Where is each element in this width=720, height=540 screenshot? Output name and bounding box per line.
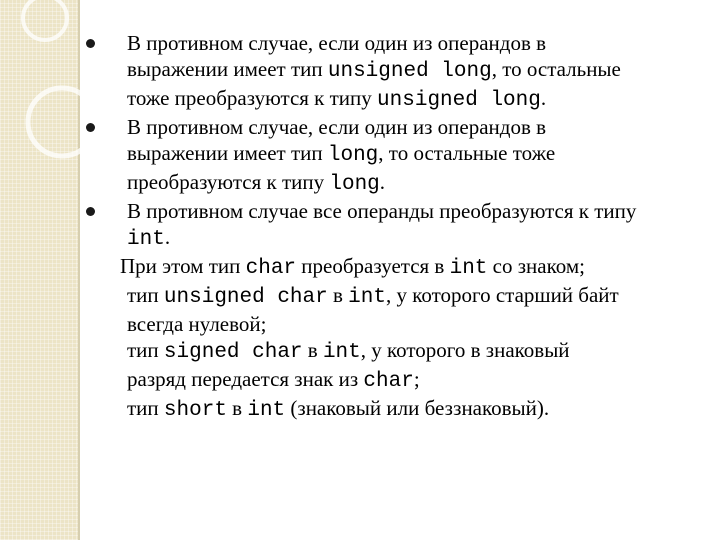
paragraph-line [86,366,716,395]
text-run: тип [127,283,164,307]
code-keyword: int [449,257,488,280]
text-run: в [226,396,248,420]
text-run: В противном случае, если один из операндов в [127,31,547,55]
text-run: всегда нулевой; [127,312,267,336]
text-run: . [540,86,547,110]
bullet-line [127,30,716,56]
slide-content [86,30,716,424]
code-keyword: unsigned long [377,89,541,112]
text-run: тоже преобразуются к типу [127,86,378,110]
bullet-line [127,114,716,140]
code-keyword: char [245,257,297,280]
code-keyword: long [329,173,380,196]
paragraph-line [86,395,716,424]
code-keyword: int [348,286,386,309]
text-run: При этом тип [120,254,246,278]
text-run: ; [413,367,420,391]
bullet-line [127,224,716,253]
paragraph-line [86,282,716,311]
bullet-line [127,169,716,198]
text-run: тип [127,396,164,420]
code-keyword: unsigned char [163,286,328,309]
text-run: преобразуются к типу [127,170,330,194]
code-keyword: long [327,144,379,167]
text-run: , то остальные тоже [378,141,556,165]
conversion-notes [86,253,716,424]
text-run: . [379,170,386,194]
text-run: в [327,283,349,307]
code-keyword: signed char [163,341,303,364]
bullet-item [86,30,716,114]
paragraph-line [86,311,716,337]
bullet-line [127,85,716,114]
text-run: выражении имеет тип [127,57,328,81]
code-keyword: int [322,341,361,364]
text-run: (знаковый или беззнаковый). [285,396,550,420]
bullet-line [127,198,716,224]
text-run: в [302,338,323,362]
text-run: В противном случае все операнды преобразуются к типу [127,199,637,223]
text-run: преобразуется в [296,254,450,278]
paragraph-line [86,337,716,366]
code-keyword: int [247,399,286,422]
text-run: , у которого старший байт [385,283,619,307]
paragraph-intro [86,253,716,282]
bullet-icon [86,39,95,48]
text-run: В противном случае, если один из операндов в [127,115,547,139]
bullet-icon [86,207,95,216]
text-run: со знаком; [487,254,585,278]
bullet-line [127,56,716,85]
bullet-item [86,114,716,198]
text-run: выражении имеет тип [127,141,328,165]
text-run: . [164,225,171,249]
code-keyword: unsigned long [327,60,492,83]
text-run: , то остальные [491,57,621,81]
text-run: , у которого в знаковый [360,338,570,362]
bullet-item [86,198,716,253]
code-keyword: int [127,228,165,251]
bullet-line [127,140,716,169]
text-run: разряд передается знак из [127,367,364,391]
bullet-icon [86,123,95,132]
code-keyword: char [363,370,414,393]
text-run: тип [127,338,164,362]
decorative-circles [0,0,80,200]
code-keyword: short [163,399,227,422]
bullet-list [86,30,716,253]
